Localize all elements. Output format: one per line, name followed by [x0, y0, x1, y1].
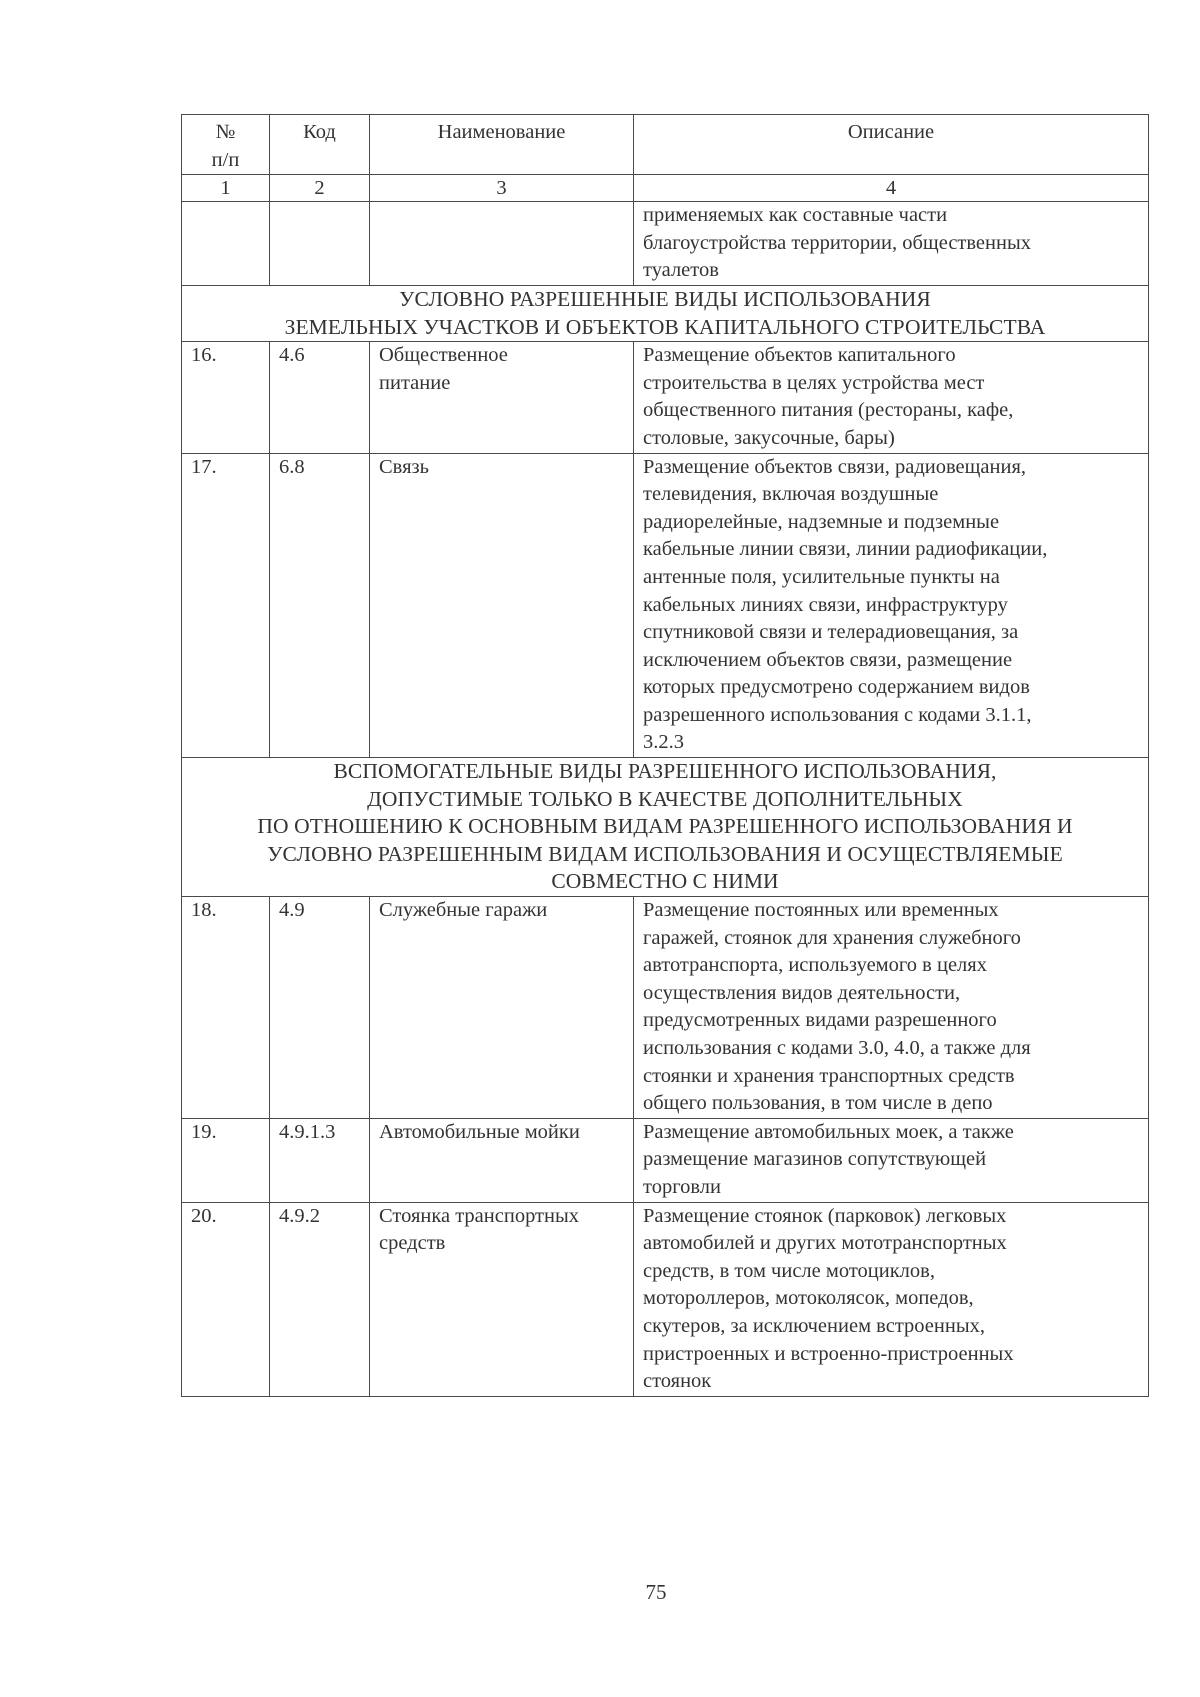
row-description: Размещение постоянных или временных гаражей, стоянок для хранения служебного автотранспорта, используемого в целях осуществления видов деятельности, предусмотренных видами разрешенного использования с кодами 3.0, 4.0, а также для стоянки и хранения транспортных средств общего пользования, в том числе в депо: [634, 897, 1149, 1119]
row-code: 4.9: [270, 897, 370, 1119]
row-number: 20.: [182, 1202, 270, 1396]
row-name: Стоянка транспортных средств: [370, 1202, 634, 1396]
row-number-cell: [182, 202, 270, 286]
column-number-row: [182, 175, 1149, 202]
table-row-continuation: [182, 202, 1149, 286]
row-description: Размещение объектов связи, радиовещания, телевидения, включая воздушные радиорелейные, надземные и подземные кабельные линии связи, линии радиофикации, антенные поля, усилительные пункты на кабельных линиях связи, инфраструктуру спутниковой связи и телерадиовещания, за исключением объектов связи, размещение которых предусмотрено содержанием видов разрешенного использования с кодами 3.1.1, 3.2.3: [634, 453, 1149, 758]
row-description: Размещение стоянок (парковок) легковых автомобилей и других мототранспортных средств, в том числе мотоциклов, мотороллеров, мотоколясок, мопедов, скутеров, за исключением встроенных, пристроенных и встроенно-пристроенных стоянок: [634, 1202, 1149, 1396]
row-code: 6.8: [270, 453, 370, 758]
column-number: 1: [182, 175, 270, 202]
section-heading-conditional: УСЛОВНО РАЗРЕШЕННЫЕ ВИДЫ ИСПОЛЬЗОВАНИЯ ЗЕМЕЛЬНЫХ УЧАСТКОВ И ОБЪЕКТОВ КАПИТАЛЬНОГО СТРОИТЕЛЬСТВА: [182, 285, 1149, 341]
section-heading-row: [182, 758, 1149, 897]
table-row: [182, 1202, 1149, 1396]
row-name: Связь: [370, 453, 634, 758]
row-name-cell: [370, 202, 634, 286]
row-description: применяемых как составные части благоустройства территории, общественных туалетов: [634, 202, 1149, 286]
row-description: Размещение объектов капитального строительства в целях устройства мест общественного питания (рестораны, кафе, столовые, закусочные, бары): [634, 342, 1149, 453]
header-code: Код: [270, 115, 370, 175]
row-description: Размещение автомобильных моек, а также размещение магазинов сопутствующей торговли: [634, 1118, 1149, 1202]
page-number: 75: [645, 1580, 667, 1604]
row-number: 17.: [182, 453, 270, 758]
row-name: Общественное питание: [370, 342, 634, 453]
land-use-table: [181, 114, 1149, 1397]
table-row: [182, 1118, 1149, 1202]
column-number: 4: [634, 175, 1149, 202]
section-heading-row: [182, 285, 1149, 341]
row-name: Автомобильные мойки: [370, 1118, 634, 1202]
column-number: 3: [370, 175, 634, 202]
table-row: [182, 897, 1149, 1119]
row-code: 4.9.2: [270, 1202, 370, 1396]
header-name: Наименование: [370, 115, 634, 175]
table-header-row: [182, 115, 1149, 175]
table-row: [182, 342, 1149, 453]
header-number: № п/п: [182, 115, 270, 175]
header-description: Описание: [634, 115, 1149, 175]
row-number: 16.: [182, 342, 270, 453]
row-code: 4.9.1.3: [270, 1118, 370, 1202]
table-row: [182, 453, 1149, 758]
row-code: 4.6: [270, 342, 370, 453]
row-code-cell: [270, 202, 370, 286]
column-number: 2: [270, 175, 370, 202]
row-name: Служебные гаражи: [370, 897, 634, 1119]
section-heading-auxiliary: ВСПОМОГАТЕЛЬНЫЕ ВИДЫ РАЗРЕШЕННОГО ИСПОЛЬЗОВАНИЯ, ДОПУСТИМЫЕ ТОЛЬКО В КАЧЕСТВЕ ДОПОЛНИТЕЛЬНЫХ ПО ОТНОШЕНИЮ К ОСНОВНЫМ ВИДАМ РАЗРЕШЕННОГО ИСПОЛЬЗОВАНИЯ И УСЛОВНО РАЗРЕШЕННЫМ ВИДАМ ИСПОЛЬЗОВАНИЯ И ОСУЩЕСТВЛЯЕМЫЕ СОВМЕСТНО С НИМИ: [182, 758, 1149, 897]
row-number: 19.: [182, 1118, 270, 1202]
row-number: 18.: [182, 897, 270, 1119]
